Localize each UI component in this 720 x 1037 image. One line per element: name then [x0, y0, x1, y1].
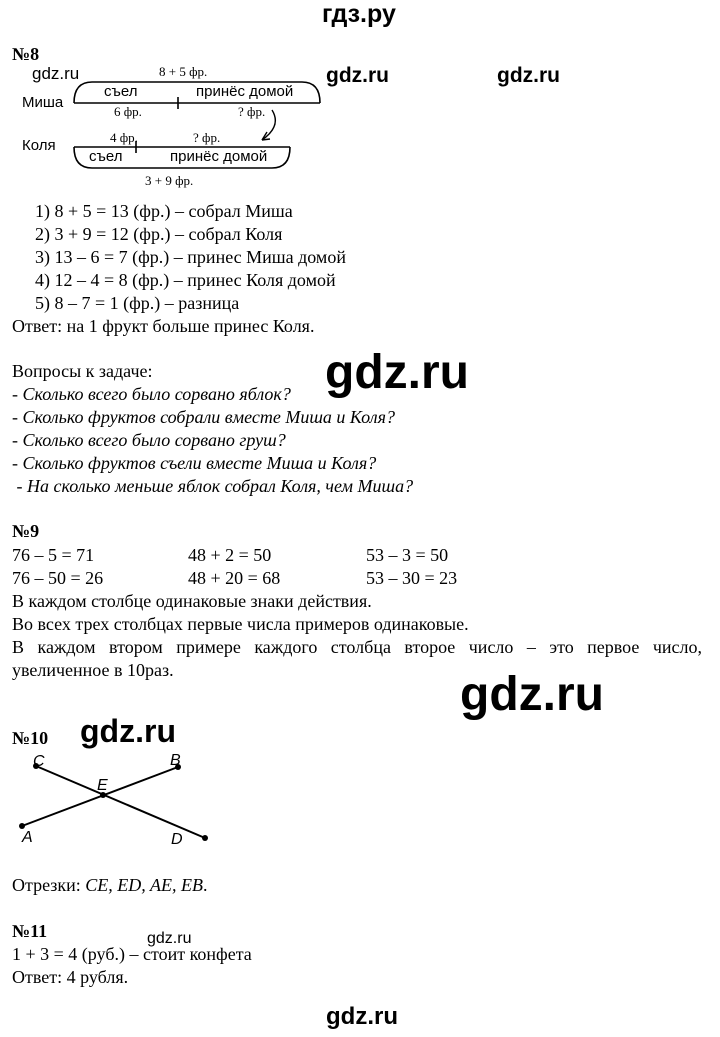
kolya-ate: съел — [89, 148, 123, 165]
question: - Сколько фруктов собрали вместе Миша и Коля? — [12, 407, 395, 427]
watermark: gdz.ru — [460, 668, 604, 721]
kolya-brought: принёс домой — [170, 148, 268, 165]
task-number: №9 — [12, 521, 40, 541]
example: 76 – 5 = 71 — [12, 545, 95, 565]
solution-step: 2) 3 + 9 = 12 (фр.) – собрал Коля — [35, 224, 283, 244]
task-number: №11 — [12, 921, 48, 941]
observation: В каждом втором примере каждого столбца второе число – это первое число, — [12, 637, 702, 657]
solution-step: 3) 13 – 6 = 7 (фр.) – принес Миша домой — [35, 247, 346, 267]
misha-brought: принёс домой — [196, 83, 294, 100]
site-header: гдз.ру — [322, 0, 396, 28]
solution-step: 5) 8 – 7 = 1 (фр.) – разница — [35, 293, 240, 313]
observation: Во всех трех столбцах первые числа примеров одинаковые. — [12, 614, 469, 634]
example: 53 – 30 = 23 — [366, 568, 458, 588]
questions-title: Вопросы к задаче: — [12, 361, 153, 381]
misha-total: 8 + 5 фр. — [159, 64, 208, 79]
example: 53 – 3 = 50 — [366, 545, 449, 565]
answer: Ответ: на 1 фрукт больше принес Коля. — [12, 316, 315, 336]
question: - Сколько всего было сорвано яблок? — [12, 384, 291, 404]
kolya-total: 3 + 9 фр. — [145, 173, 194, 188]
watermark: gdz.ru — [497, 64, 560, 87]
solution-step: 1) 8 + 5 = 13 (фр.) – собрал Миша — [35, 201, 293, 221]
point-label-c: C — [33, 753, 45, 770]
observation: увеличенное в 10раз. — [12, 660, 174, 680]
question: - Сколько фруктов съели вместе Миша и Коля? — [12, 453, 377, 473]
watermark: gdz.ru — [326, 64, 389, 87]
watermark: gdz.ru — [32, 64, 80, 83]
question: - На сколько меньше яблок собрал Коля, чем Миша? — [12, 476, 414, 496]
example: 76 – 50 = 26 — [12, 568, 104, 588]
question: - Сколько всего было сорвано груш? — [12, 430, 286, 450]
point-label-e: E — [97, 777, 108, 794]
point-label-d: D — [171, 831, 183, 848]
kolya-ate-value: 4 фр. — [110, 130, 138, 145]
label-misha: Миша — [22, 94, 64, 111]
segments-line — [12, 874, 207, 896]
task-number: №10 — [12, 728, 49, 748]
segments-end: . — [202, 875, 208, 895]
label-kolya: Коля — [22, 137, 56, 154]
segments-list: CE, ED, AE, EB — [85, 875, 203, 895]
watermark: gdz.ru — [147, 930, 192, 947]
example: 48 + 20 = 68 — [188, 568, 281, 588]
solution-step: 1 + 3 = 4 (руб.) – стоит конфета — [12, 944, 252, 964]
misha-ate-value: 6 фр. — [114, 104, 142, 119]
answer: Ответ: 4 рубля. — [12, 967, 129, 987]
watermark: gdz.ru — [325, 346, 469, 399]
kolya-brought-value: ? фр. — [193, 130, 221, 145]
misha-brought-value: ? фр. — [238, 104, 266, 119]
point-label-b: B — [170, 752, 181, 769]
solution-step: 4) 12 – 4 = 8 (фр.) – принес Коля домой — [35, 270, 336, 290]
task-number: №8 — [12, 44, 40, 64]
watermark: gdz.ru — [80, 713, 176, 749]
example: 48 + 2 = 50 — [188, 545, 272, 565]
misha-ate: съел — [104, 83, 138, 100]
watermark: gdz.ru — [326, 1003, 398, 1030]
segments-label: Отрезки: — [12, 875, 86, 895]
observation: В каждом столбце одинаковые знаки действия. — [12, 591, 372, 611]
point-label-a: A — [22, 829, 33, 846]
